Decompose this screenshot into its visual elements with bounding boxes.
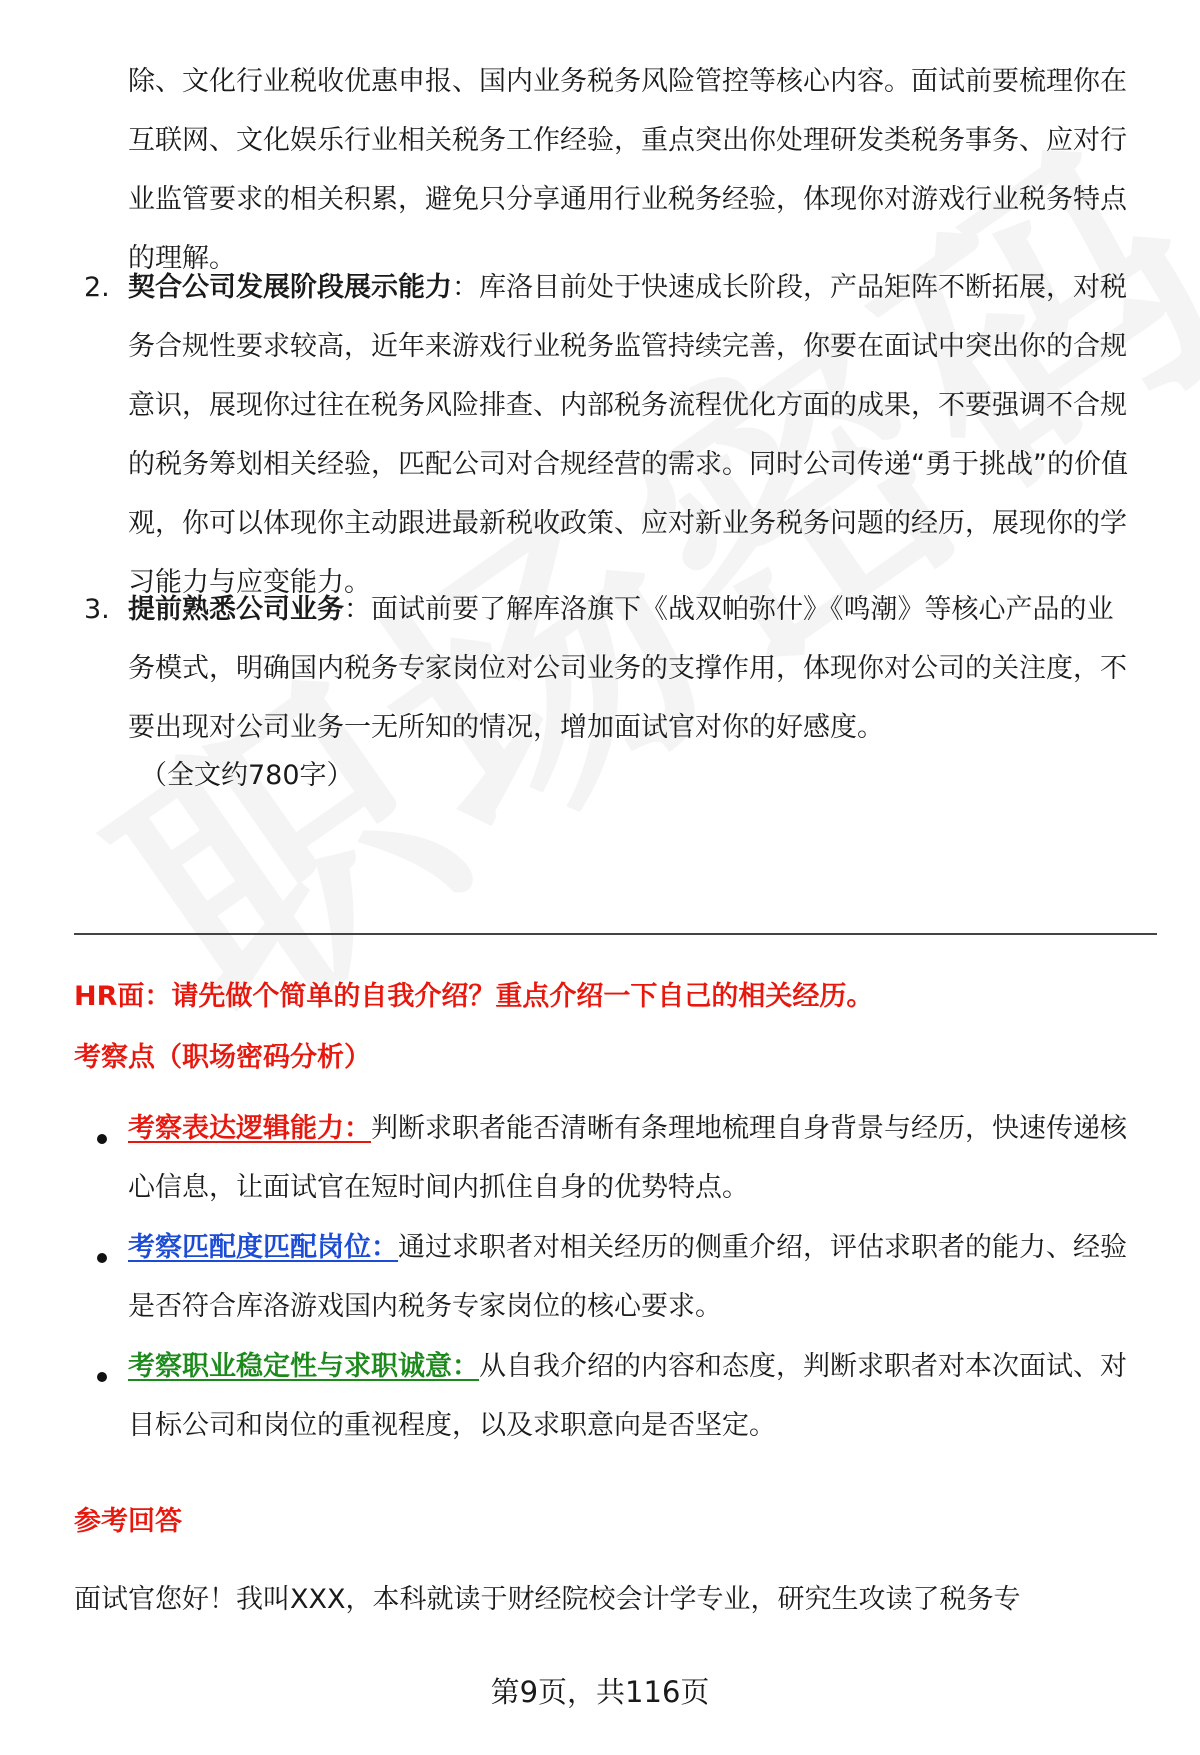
bullet-keyword-match: 考察匹配度匹配岗位： bbox=[128, 1232, 398, 1263]
list-item-2-title: 契合公司发展阶段展示能力 bbox=[128, 272, 452, 303]
bullet-text-logic: 判断求职者能否清晰有条理地梳理自身背景与经历，快速传递核心信息，让面试官在短时间内抓住自身的优势特点。 bbox=[128, 1113, 1127, 1203]
analysis-heading: 考察点（职场密码分析） bbox=[74, 1042, 371, 1073]
bullet-dot bbox=[97, 1372, 107, 1382]
list-item-3-text: ：面试前要了解库洛旗下《战双帕弥什》《鸣潮》等核心产品的业务模式，明确国内税务专家岗位对公司业务的支撑作用，体现你对公司的关注度，不要出现对公司业务一无所知的情况，增加面试官对你的好感度。 bbox=[128, 594, 1127, 743]
section-divider bbox=[74, 933, 1157, 935]
word-count: （全文约780字） bbox=[140, 760, 354, 791]
page-footer: 第9页，共116页 bbox=[490, 1675, 710, 1709]
bullet-keyword-stability: 考察职业稳定性与求职诚意： bbox=[128, 1351, 479, 1382]
answer-heading: 参考回答 bbox=[74, 1506, 182, 1537]
bullet-text-stability: 从自我介绍的内容和态度，判断求职者对本次面试、对目标公司和岗位的重视程度，以及求职意向是否坚定。 bbox=[128, 1351, 1127, 1441]
bullet-item-logic bbox=[128, 1099, 1138, 1217]
answer-paragraph: 面试官您好！我叫XXX，本科就读于财经院校会计学专业，研究生攻读了税务专 bbox=[74, 1584, 1021, 1615]
list-item-2-text: ：库洛目前处于快速成长阶段，产品矩阵不断拓展，对税务合规性要求较高，近年来游戏行业税务监管持续完善，你要在面试中突出你的合规意识，展现你过往在税务风险排查、内部税务流程优化方面的成果，不要强调不合规的税务筹划相关经验，匹配公司对合规经营的需求。同时公司传递“勇于挑战”的价值观，你可以体现你主动跟进最新税收政策、应对新业务税务问题的经历，展现你的学习能力与应变能力。 bbox=[128, 272, 1128, 598]
list-item-2 bbox=[128, 258, 1138, 612]
bullet-dot bbox=[97, 1253, 107, 1263]
bullet-text-match: 通过求职者对相关经历的侧重介绍，评估求职者的能力、经验是否符合库洛游戏国内税务专家岗位的核心要求。 bbox=[128, 1232, 1127, 1322]
bullet-dot bbox=[97, 1134, 107, 1144]
intro-paragraph: 除、文化行业税收优惠申报、国内业务税务风险管控等核心内容。面试前要梳理你在互联网、文化娱乐行业相关税务工作经验，重点突出你处理研发类税务事务、应对行业监管要求的相关积累，避免只分享通用行业税务经验，体现你对游戏行业税务特点的理解。 bbox=[128, 66, 1127, 274]
bullet-item-stability bbox=[128, 1337, 1138, 1455]
list-number-3: 3. bbox=[84, 594, 110, 625]
hr-question-heading: HR面：请先做个简单的自我介绍？重点介绍一下自己的相关经历。 bbox=[74, 981, 874, 1012]
bullet-item-match bbox=[128, 1218, 1138, 1336]
list-item-3 bbox=[128, 580, 1138, 757]
bullet-keyword-logic: 考察表达逻辑能力： bbox=[128, 1113, 371, 1144]
list-number-2: 2. bbox=[84, 272, 110, 303]
list-item-3-title: 提前熟悉公司业务 bbox=[128, 594, 344, 625]
